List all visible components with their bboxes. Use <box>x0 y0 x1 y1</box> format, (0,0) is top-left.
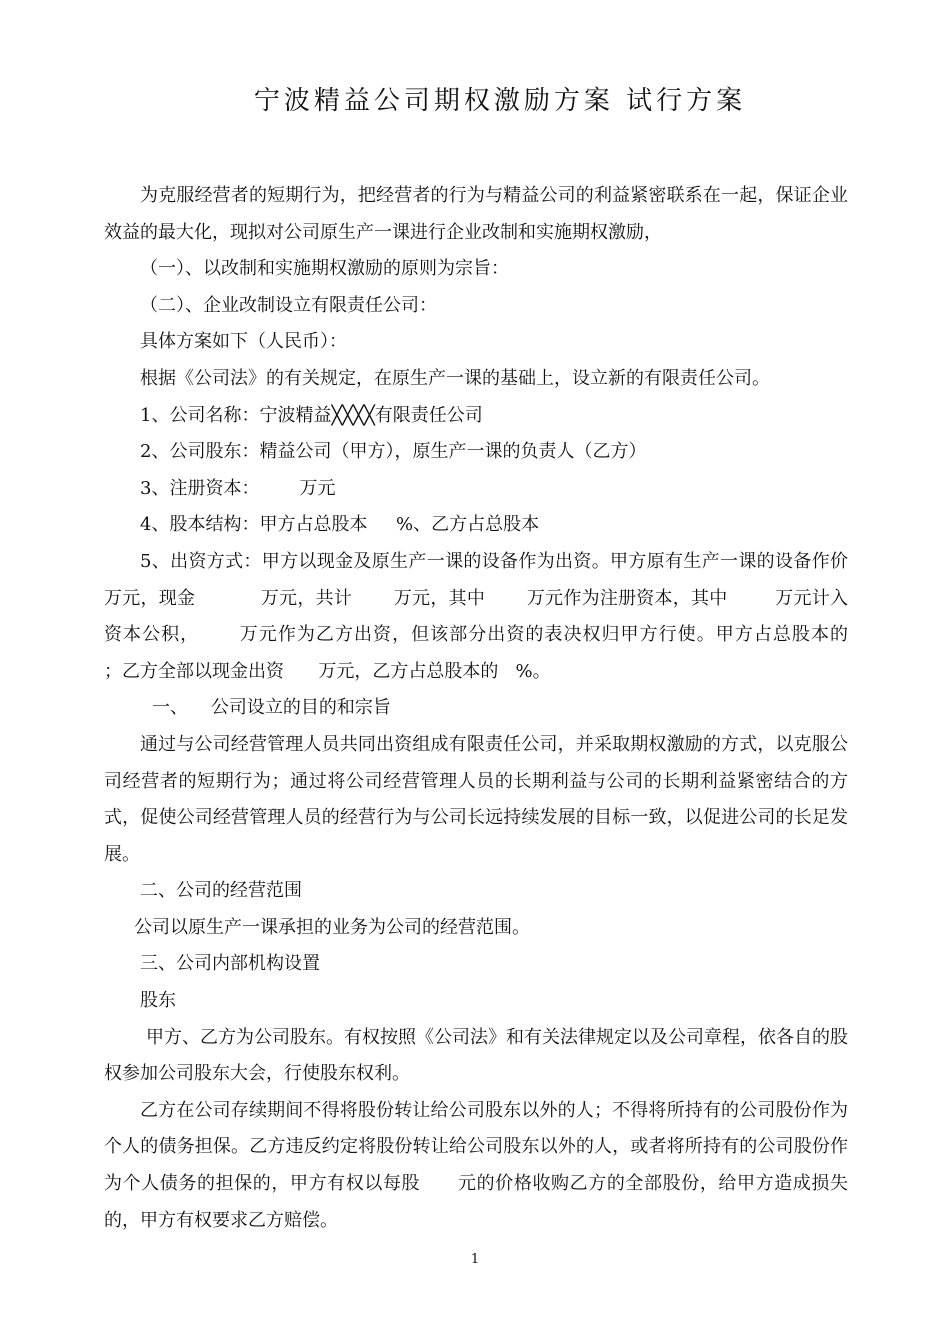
plan-heading: 具体方案如下（人民币）： <box>140 331 347 353</box>
section-one-body: 通过与公司经营管理人员共同出资组成有限责任公司，并采取期权激励的方式，以克服公司经营者的短期行为；通过将公司经营管理人员的长期利益与公司的长期利益紧密结合的方式，促使公司经营管理人员的经营行为与公司长远持续发展的目标一致，以促进公司的长足发展。 <box>104 733 848 865</box>
section-two-heading: 二、公司的经营范围 <box>140 880 302 902</box>
item-contribution-method: 5、出资方式：甲方以现金及原生产一课的设备作为出资。甲方原有生产一课的设备作价 万元，现金 万元，共计 万元，其中 万元作为注册资本，其中 万元计入资本公积， 万元作为乙方出资，但该部分出资的表决权归甲方行使。甲方占总股本的 ；乙方全部以现金出资 万元，乙方占总股本的 %。 <box>104 550 900 682</box>
section-one-heading: 一、 公司设立的目的和宗旨 <box>152 697 391 719</box>
principle-one: （一）、以改制和实施期权激励的原则为宗旨： <box>140 258 509 280</box>
shareholders-rights-paragraph: 甲方、乙方为公司股东。有权按照《公司法》和有关法律规定以及公司章程，依各自的股权参加公司股东大会，行使股东权利。 <box>104 1026 848 1085</box>
principle-two: （二）、企业改制设立有限责任公司： <box>140 294 437 316</box>
legal-basis-paragraph: 根据《公司法》的有关规定，在原生产一课的基础上，设立新的有限责任公司。 <box>140 367 770 389</box>
item-registered-capital: 3、注册资本： 万元 <box>140 477 336 499</box>
document-title: 宁波精益公司期权激励方案 试行方案 <box>253 86 747 116</box>
item-shareholders: 2、公司股东：精益公司（甲方），原生产一课的负责人（乙方） <box>140 441 647 463</box>
section-three-heading: 三、公司内部机构设置 <box>140 953 320 975</box>
document-body <box>104 178 900 1239</box>
item-company-name: 1、公司名称：宁波精益╳╳╳╳有限责任公司 <box>140 404 483 426</box>
share-transfer-paragraph: 乙方在公司存续期间不得将股份转让给公司股东以外的人；不得将所持有的公司股份作为个人的债务担保。乙方违反约定将股份转让给公司股东以外的人，或者将所持有的公司股份作为个人债务的担保的，甲方有权以每股 元的价格收购乙方的全部股份，给甲方造成损失的，甲方有权要求乙方赔偿。 <box>104 1099 848 1231</box>
page-number: 1 <box>470 1252 480 1267</box>
shareholders-subheading: 股东 <box>140 990 176 1012</box>
intro-paragraph: 为克服经营者的短期行为，把经营者的行为与精益公司的利益紧密联系在一起，保证企业效益的最大化，现拟对公司原生产一课进行企业改制和实施期权激励， <box>104 185 848 243</box>
item-equity-structure: 4、股本结构：甲方占总股本 %、乙方占总股本 <box>140 514 540 536</box>
section-two-body: 公司以原生产一课承担的业务为公司的经营范围。 <box>134 916 530 938</box>
